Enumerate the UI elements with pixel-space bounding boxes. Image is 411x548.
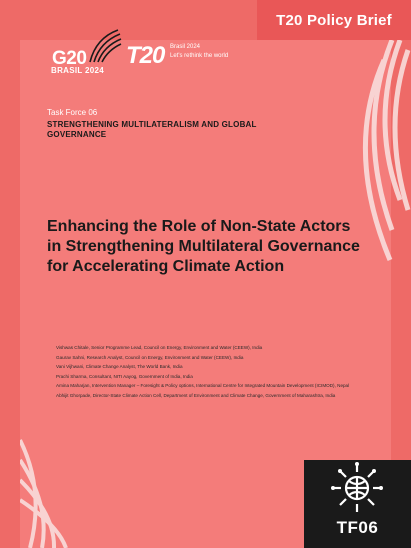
task-force-code: TF06 [336, 518, 379, 537]
author-entry: Prachi Sharma, Consultant, NITI Aayog, Government of India, India [56, 373, 193, 379]
document-title: Enhancing the Role of Non-State Actors in Strengthening Multilateral Governance for Accelerating Climate Action [47, 218, 360, 275]
g20-logo-text: G20 [52, 48, 87, 69]
author-list [56, 345, 386, 403]
g20-logo-subtitle: BRASIL 2024 [51, 66, 104, 75]
decorative-stripes-bottom [20, 430, 80, 548]
t20-logo-brasil: Brasil 2024 [170, 44, 201, 50]
t20-logo-text: T20 [126, 42, 165, 69]
policy-brief-banner: T20 Policy Brief [257, 0, 411, 40]
logo-group [46, 28, 246, 78]
task-force-title: STRENGTHENING MULTILATERALISM AND GLOBAL GOVERNANCE [47, 120, 257, 139]
sun-globe-emblem-icon [329, 460, 385, 516]
author-entry: Vani Vijhwani, Climate Change Analyst, The World Bank, India [56, 364, 183, 370]
t20-logo-tagline: Let's rethink the world [170, 53, 229, 59]
task-force-label: Task Force 06 [47, 108, 98, 117]
author-entry: Gaurav Sahni, Research Analyst, Council on Energy, Environment and Water (CEEW), India [56, 354, 244, 360]
author-entry: Vishwas Chitale, Senior Programme Lead, Council on Energy, Environment and Water (CEEW), India [56, 345, 263, 350]
g20-swirl-icon [88, 28, 122, 64]
author-entry: Amina Maharjan, Intervention Manager – Foresight & Policy options, International Centre for Integrated Mountain Development (ICIMOD), Nepal [56, 383, 350, 389]
author-entry: Abhijit Ghorpade, Director-State Climate Action Cell, Department of Environment and Climate Change, Government of Maharashtra, India [56, 392, 336, 398]
